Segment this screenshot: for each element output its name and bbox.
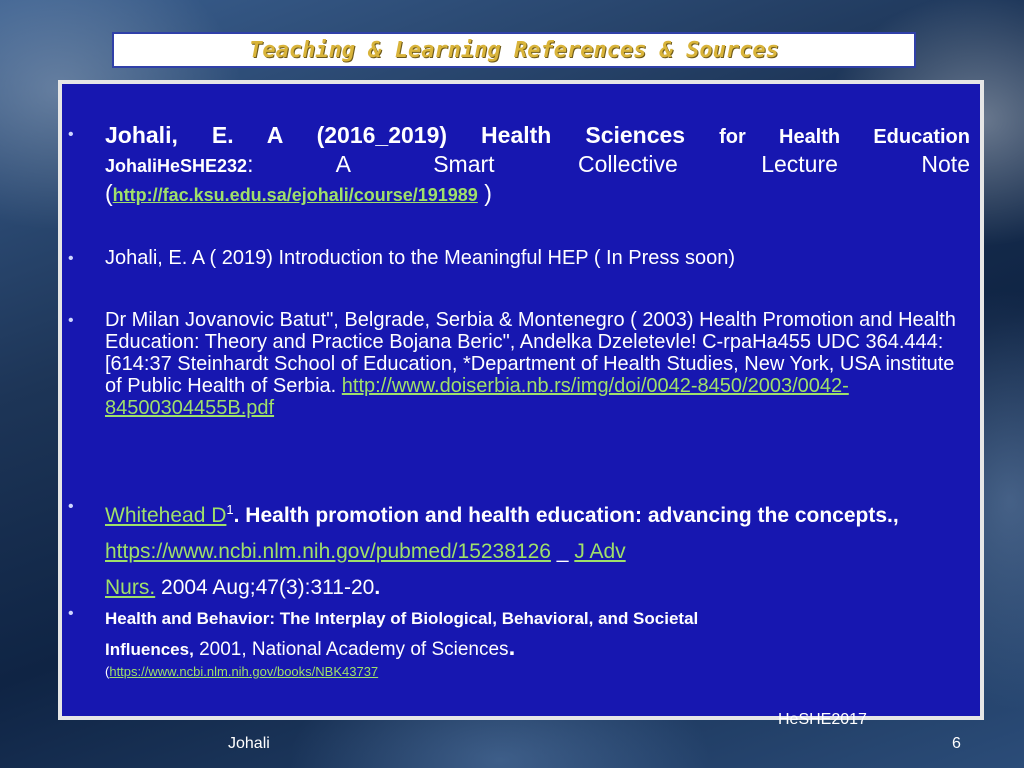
references-panel [58, 80, 984, 720]
footer-page-number: 6 [952, 735, 961, 752]
slide-title: Teaching & Learning References & Sources [249, 38, 779, 63]
reference-4-author-link[interactable]: Whitehead D [105, 504, 227, 527]
reference-text-2: Johali, E. A ( 2019) Introduction to the Meaningful HEP ( In Press soon) [105, 247, 735, 269]
bullet-icon: • [68, 126, 74, 143]
reference-5-publisher: 2001, National Academy of Sciences [193, 639, 509, 660]
reference-3-text: Dr Milan Jovanovic Batut", Belgrade, Serbia & Montenegro ( 2003) Health Promotion and Health Education: Theory and Practice Bojana Beric", Andelka Dzeletevle! C-rpaHa455 UDC 364.444:[614:37 Steinhardt School of Education, *Department of Health Studies, New York, USA institute of Public Health of Serbia. [105, 309, 956, 397]
reference-4-superscript: 1 [226, 502, 234, 517]
reference-1-close-paren: ) [477, 180, 492, 206]
footer-author: Johali [228, 735, 270, 752]
reference-4-journal-link-a[interactable]: J Adv [574, 540, 626, 563]
reference-text-3 [105, 309, 970, 419]
reference-5-title: Health and Behavior: The Interplay of Biological, Behavioral, and Societal [105, 609, 699, 628]
bullet-icon: • [68, 605, 74, 622]
reference-5-line-3 [105, 662, 970, 682]
reference-1-note-title: : A Smart Collective Lecture Note [247, 151, 970, 177]
bullet-icon: • [68, 312, 74, 329]
reference-4-separator: _ [550, 540, 575, 563]
reference-1-line-1 [105, 122, 970, 151]
slide-title-box [112, 32, 916, 68]
footer-course-code: HeSHE2017 [778, 711, 867, 728]
reference-5-period: . [508, 634, 516, 661]
reference-1-open-paren: ( [105, 180, 113, 206]
reference-1-link[interactable]: http://fac.ksu.edu.sa/ejohali/course/191989 [112, 185, 478, 205]
reference-5-link[interactable]: https://www.ncbi.nlm.nih.gov/books/NBK43737 [109, 664, 379, 679]
reference-text-4 [105, 492, 970, 606]
reference-text-1 [105, 122, 970, 209]
reference-1-author-title: Johali, E. A (2016_2019) Health Sciences [105, 122, 720, 148]
reference-4-journal-link-b[interactable]: Nurs. [105, 576, 156, 599]
reference-1-subtitle: for Health Education [719, 126, 970, 148]
reference-5-title-2: Influences, [105, 640, 194, 659]
reference-1-line-2 [105, 151, 970, 180]
reference-text-5 [105, 602, 970, 682]
reference-1-course-code: JohaliHeSHE232 [105, 156, 248, 176]
reference-4-citation: 2004 Aug;47(3):311-20 [155, 576, 375, 599]
reference-1-line-3 [105, 180, 970, 209]
reference-4-url-link[interactable]: https://www.ncbi.nlm.nih.gov/pubmed/15238126 [105, 540, 551, 563]
reference-5-open-paren: ( [105, 664, 110, 679]
reference-4-title: . Health promotion and health education: advancing the concepts., [233, 504, 899, 527]
reference-3-link[interactable]: http://www.doiserbia.nb.rs/img/doi/0042-8450/2003/0042-84500304455B.pdf [105, 375, 849, 419]
reference-5-line-2 [105, 636, 970, 662]
reference-4-period: . [374, 576, 381, 599]
bullet-icon: • [68, 250, 74, 267]
bullet-icon: • [68, 498, 74, 515]
